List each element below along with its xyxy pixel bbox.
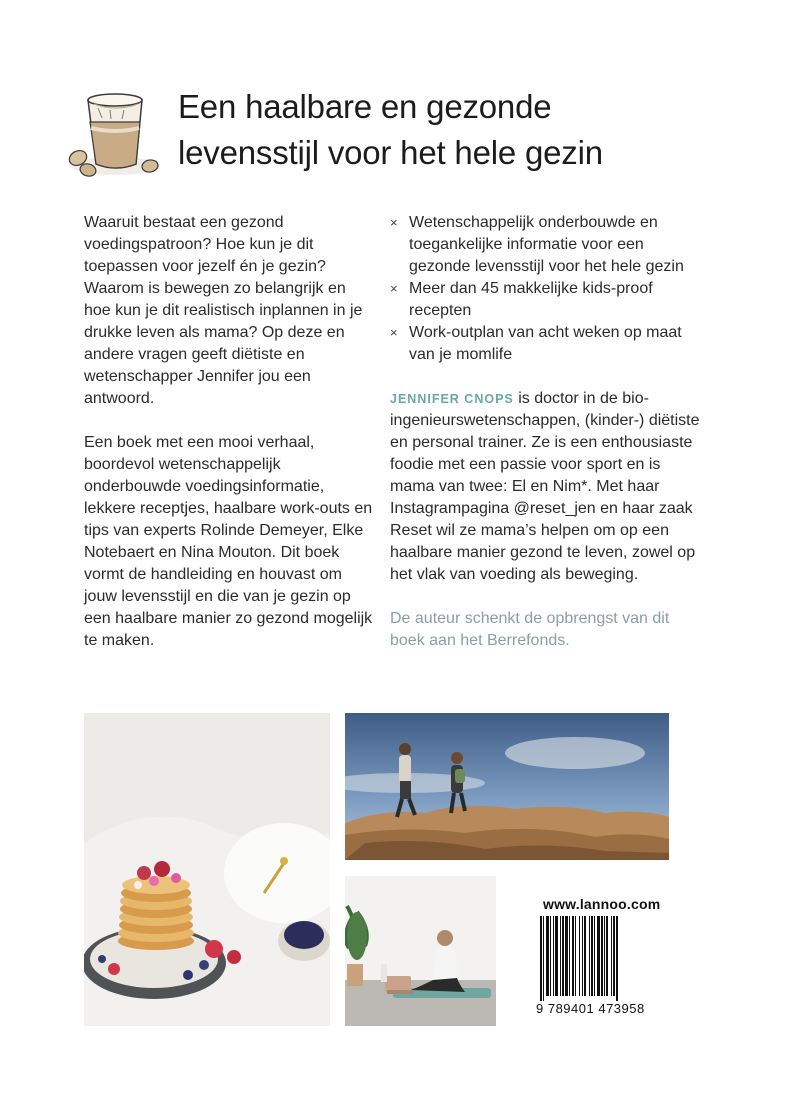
- feature-text: Wetenschappelijk onderbouwde en toegankelijke informatie voor een gezonde levensstijl voor het hele gezin: [409, 214, 684, 275]
- pancake-stack-photo: [84, 713, 330, 1026]
- barcode-bar: [582, 916, 583, 996]
- feature-item: [390, 322, 700, 366]
- feature-text: Meer dan 45 makkelijke kids-proof recepten: [409, 280, 653, 319]
- barcode-bar: [594, 916, 595, 996]
- barcode-bar: [543, 916, 544, 1002]
- barcode-bar: [601, 916, 603, 996]
- latte-glass-icon: [64, 86, 168, 178]
- feature-text: Work-outplan van acht weken op maat van je momlife: [409, 324, 682, 363]
- isbn-number: 9 789401 473958: [536, 1001, 670, 1016]
- family-hiking-photo: [345, 713, 669, 860]
- author-bio: [390, 388, 700, 586]
- barcode-bar: [569, 916, 570, 996]
- barcode-bar: [604, 916, 605, 996]
- barcode-bar: [560, 916, 561, 996]
- barcode-bar: [540, 916, 542, 1002]
- feature-item: [390, 212, 700, 278]
- barcode-bars: [536, 916, 670, 1002]
- donation-note: De auteur schenkt de opbrengst van dit boek aan het Berrefonds.: [390, 610, 670, 649]
- publisher-website: www.lannoo.com: [543, 896, 661, 912]
- intro-paragraph-2: Een boek met een mooi verhaal, boordevol wetenschappelijk onderbouwde voedingsinformatie, lekkere receptjes, haalbare work-outs en tips van experts Rolinde Demeyer, Elke Notebaert en Nina Mouton. Dit boek vormt de handleiding en houvast om jouw levensstijl en die van je gezin op een haalbare manier zo gezond mogelijk te maken.: [84, 434, 373, 649]
- barcode-bar: [565, 916, 568, 996]
- barcode-bar: [572, 916, 574, 996]
- bullet-marker: ×: [390, 281, 398, 296]
- barcode-bar: [579, 916, 580, 996]
- intro-column: [84, 212, 374, 674]
- barcode-bar: [597, 916, 600, 996]
- bullet-marker: ×: [390, 325, 398, 340]
- feature-item: [390, 278, 700, 322]
- intro-paragraph-1: Waaruit bestaat een gezond voedingspatroon? Hoe kun je dit toepassen voor jezelf én je gezin? Waarom is bewegen zo belangrijk en hoe kun je dit realistisch inplannen in je drukke leven als mama? Op deze en andere vragen geeft diëtiste en wetenschapper Jennifer jou een antwoord.: [84, 214, 363, 407]
- barcode-bar: [553, 916, 554, 996]
- barcode-bar: [611, 916, 612, 996]
- barcode-bar: [555, 916, 558, 996]
- author-name: JENNIFER CNOPS: [390, 392, 514, 406]
- author-bio-text: is doctor in de bio-ingenieurswetenschappen, (kinder-) diëtiste en personal trainer. Ze is een enthousiaste foodie met een passie voor sport en is mama van twee: El en Nim*. Met haar Instagrampagina @reset_jen en haar zaak Reset wil ze mama’s helpen om op een haalbare manier gezond te leven, zowel op het vlak van voeding als beweging.: [390, 390, 700, 583]
- barcode-bar: [550, 916, 551, 996]
- barcode-bar: [546, 916, 549, 996]
- barcode-bar: [589, 916, 590, 996]
- barcode-bar: [613, 916, 615, 996]
- bullet-marker: ×: [390, 215, 398, 230]
- barcode-bar: [562, 916, 564, 996]
- page-title: [178, 84, 778, 176]
- title-line-1: Een haalbare en gezonde: [178, 88, 552, 125]
- yoga-mat-photo: [345, 876, 496, 1026]
- barcode-bar: [584, 916, 586, 996]
- barcode-bar: [616, 916, 618, 1002]
- title-line-2: levensstijl voor het hele gezin: [178, 134, 603, 171]
- barcode-bar: [575, 916, 576, 996]
- barcode-bar: [606, 916, 608, 996]
- barcode-bar: [591, 916, 593, 996]
- feature-list: [390, 212, 700, 366]
- details-column: [390, 212, 700, 668]
